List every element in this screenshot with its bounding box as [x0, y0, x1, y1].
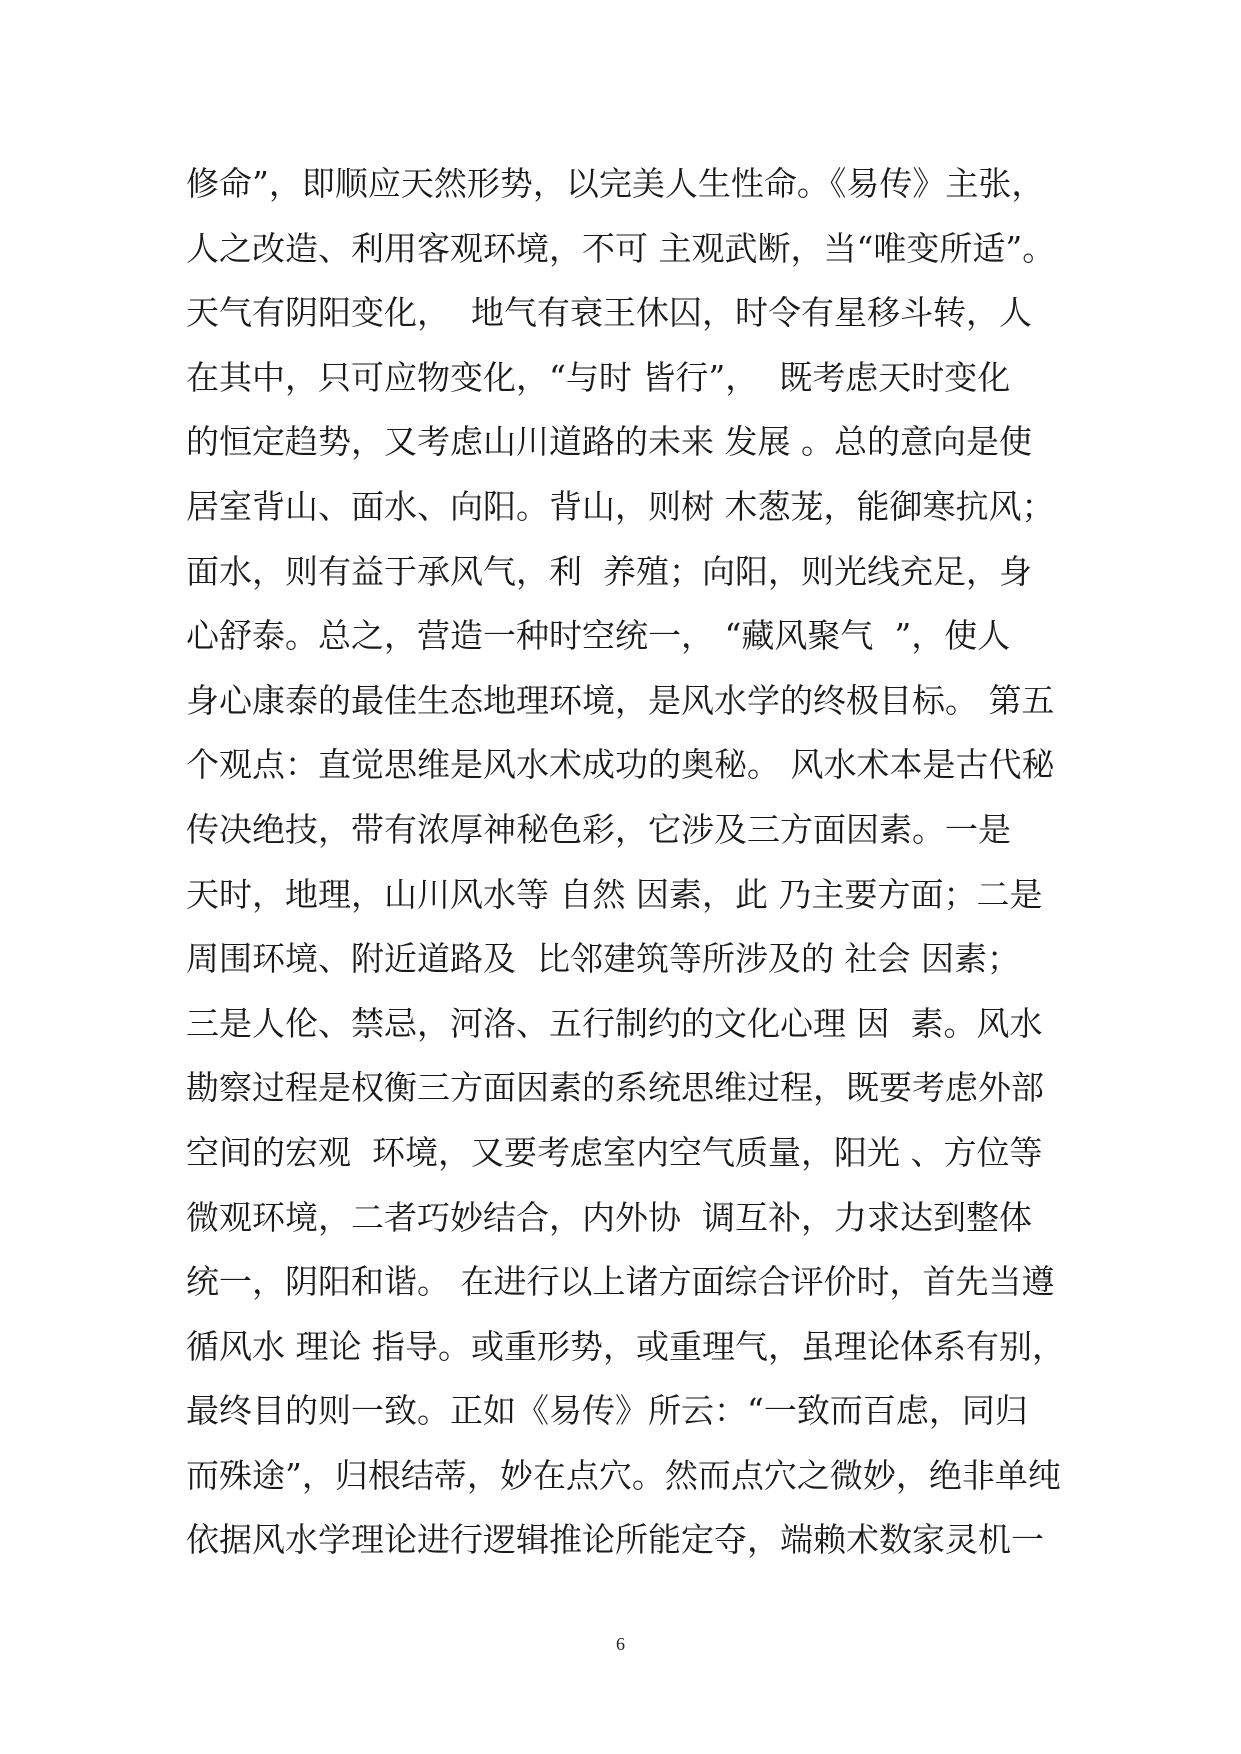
text-line: 循风水 理论 指导。或重形势，或重理气，虽理论体系有别，: [186, 1326, 1065, 1366]
text-line: 人之改造、利用客观环境，不可 主观武断，当“唯变所适”。: [186, 228, 1056, 268]
text-line: 天时，地理，山川风水等 自然 因素，此 乃主要方面；二是: [186, 874, 1043, 914]
text-line: 在其中，只可应物变化，“与时 皆行”， 既考虑天时变化: [186, 357, 1011, 397]
text-line: 个观点：直觉思维是风水术成功的奥秘。 风水术本是古代秘: [186, 745, 1055, 785]
text-line: 三是人伦、禁忌，河洛、五行制约的文化心理 因 素。风水: [186, 1003, 1043, 1043]
text-line: 心舒泰。总之，营造一种时空统一， “藏风聚气 ”，使人: [186, 616, 1011, 656]
body-text: [186, 152, 1066, 1573]
text-line: 空间的宏观 环境，又要考虑室内空气质量，阳光 、方位等: [186, 1132, 1043, 1172]
text-line: 统一，阴阳和谐。 在进行以上诸方面综合评价时，首先当遵: [186, 1262, 1055, 1302]
text-line: 居室背山、面水、向阳。背山，则树 木葱茏，能御寒抗风；: [186, 486, 1055, 526]
text-line: 天气有阴阳变化， 地气有衰王休囚，时令有星移斗转，人: [186, 293, 1032, 333]
text-line: 而殊途”，归根结蒂，妙在点穴。然而点穴之微妙，绝非单纯: [186, 1455, 1061, 1495]
text-line: 身心康泰的最佳生态地理环境，是风水学的终极目标。 第五: [186, 680, 1055, 720]
text-line: 的恒定趋势，又考虑山川道路的未来 发展 。总的意向是使: [186, 422, 1032, 462]
page-number: 6: [616, 1634, 625, 1654]
text-line: 修命”，即顺应天然形势，以完美人生性命。《易传》主张，: [186, 164, 1045, 203]
text-line: 微观环境，二者巧妙结合，内外协 调互补，力求达到整体: [186, 1197, 1032, 1237]
text-line: 勘察过程是权衡三方面因素的系统思维过程，既要考虑外部: [186, 1068, 1044, 1108]
text-line: 面水，则有益于承风气，利 养殖；向阳，则光线充足，身: [186, 551, 1032, 591]
text-line: 周围环境、附近道路及 比邻建筑等所涉及的 社会 因素；: [186, 939, 1020, 979]
text-line: 最终目的则一致。正如《易传》所云：“一致而百虑，同归: [186, 1391, 1028, 1431]
text-line: 传决绝技，带有浓厚神秘色彩，它涉及三方面因素。一是: [186, 809, 1011, 849]
text-line: 依据风水学理论进行逻辑推论所能定夺，端赖术数家灵机一: [186, 1520, 1044, 1560]
